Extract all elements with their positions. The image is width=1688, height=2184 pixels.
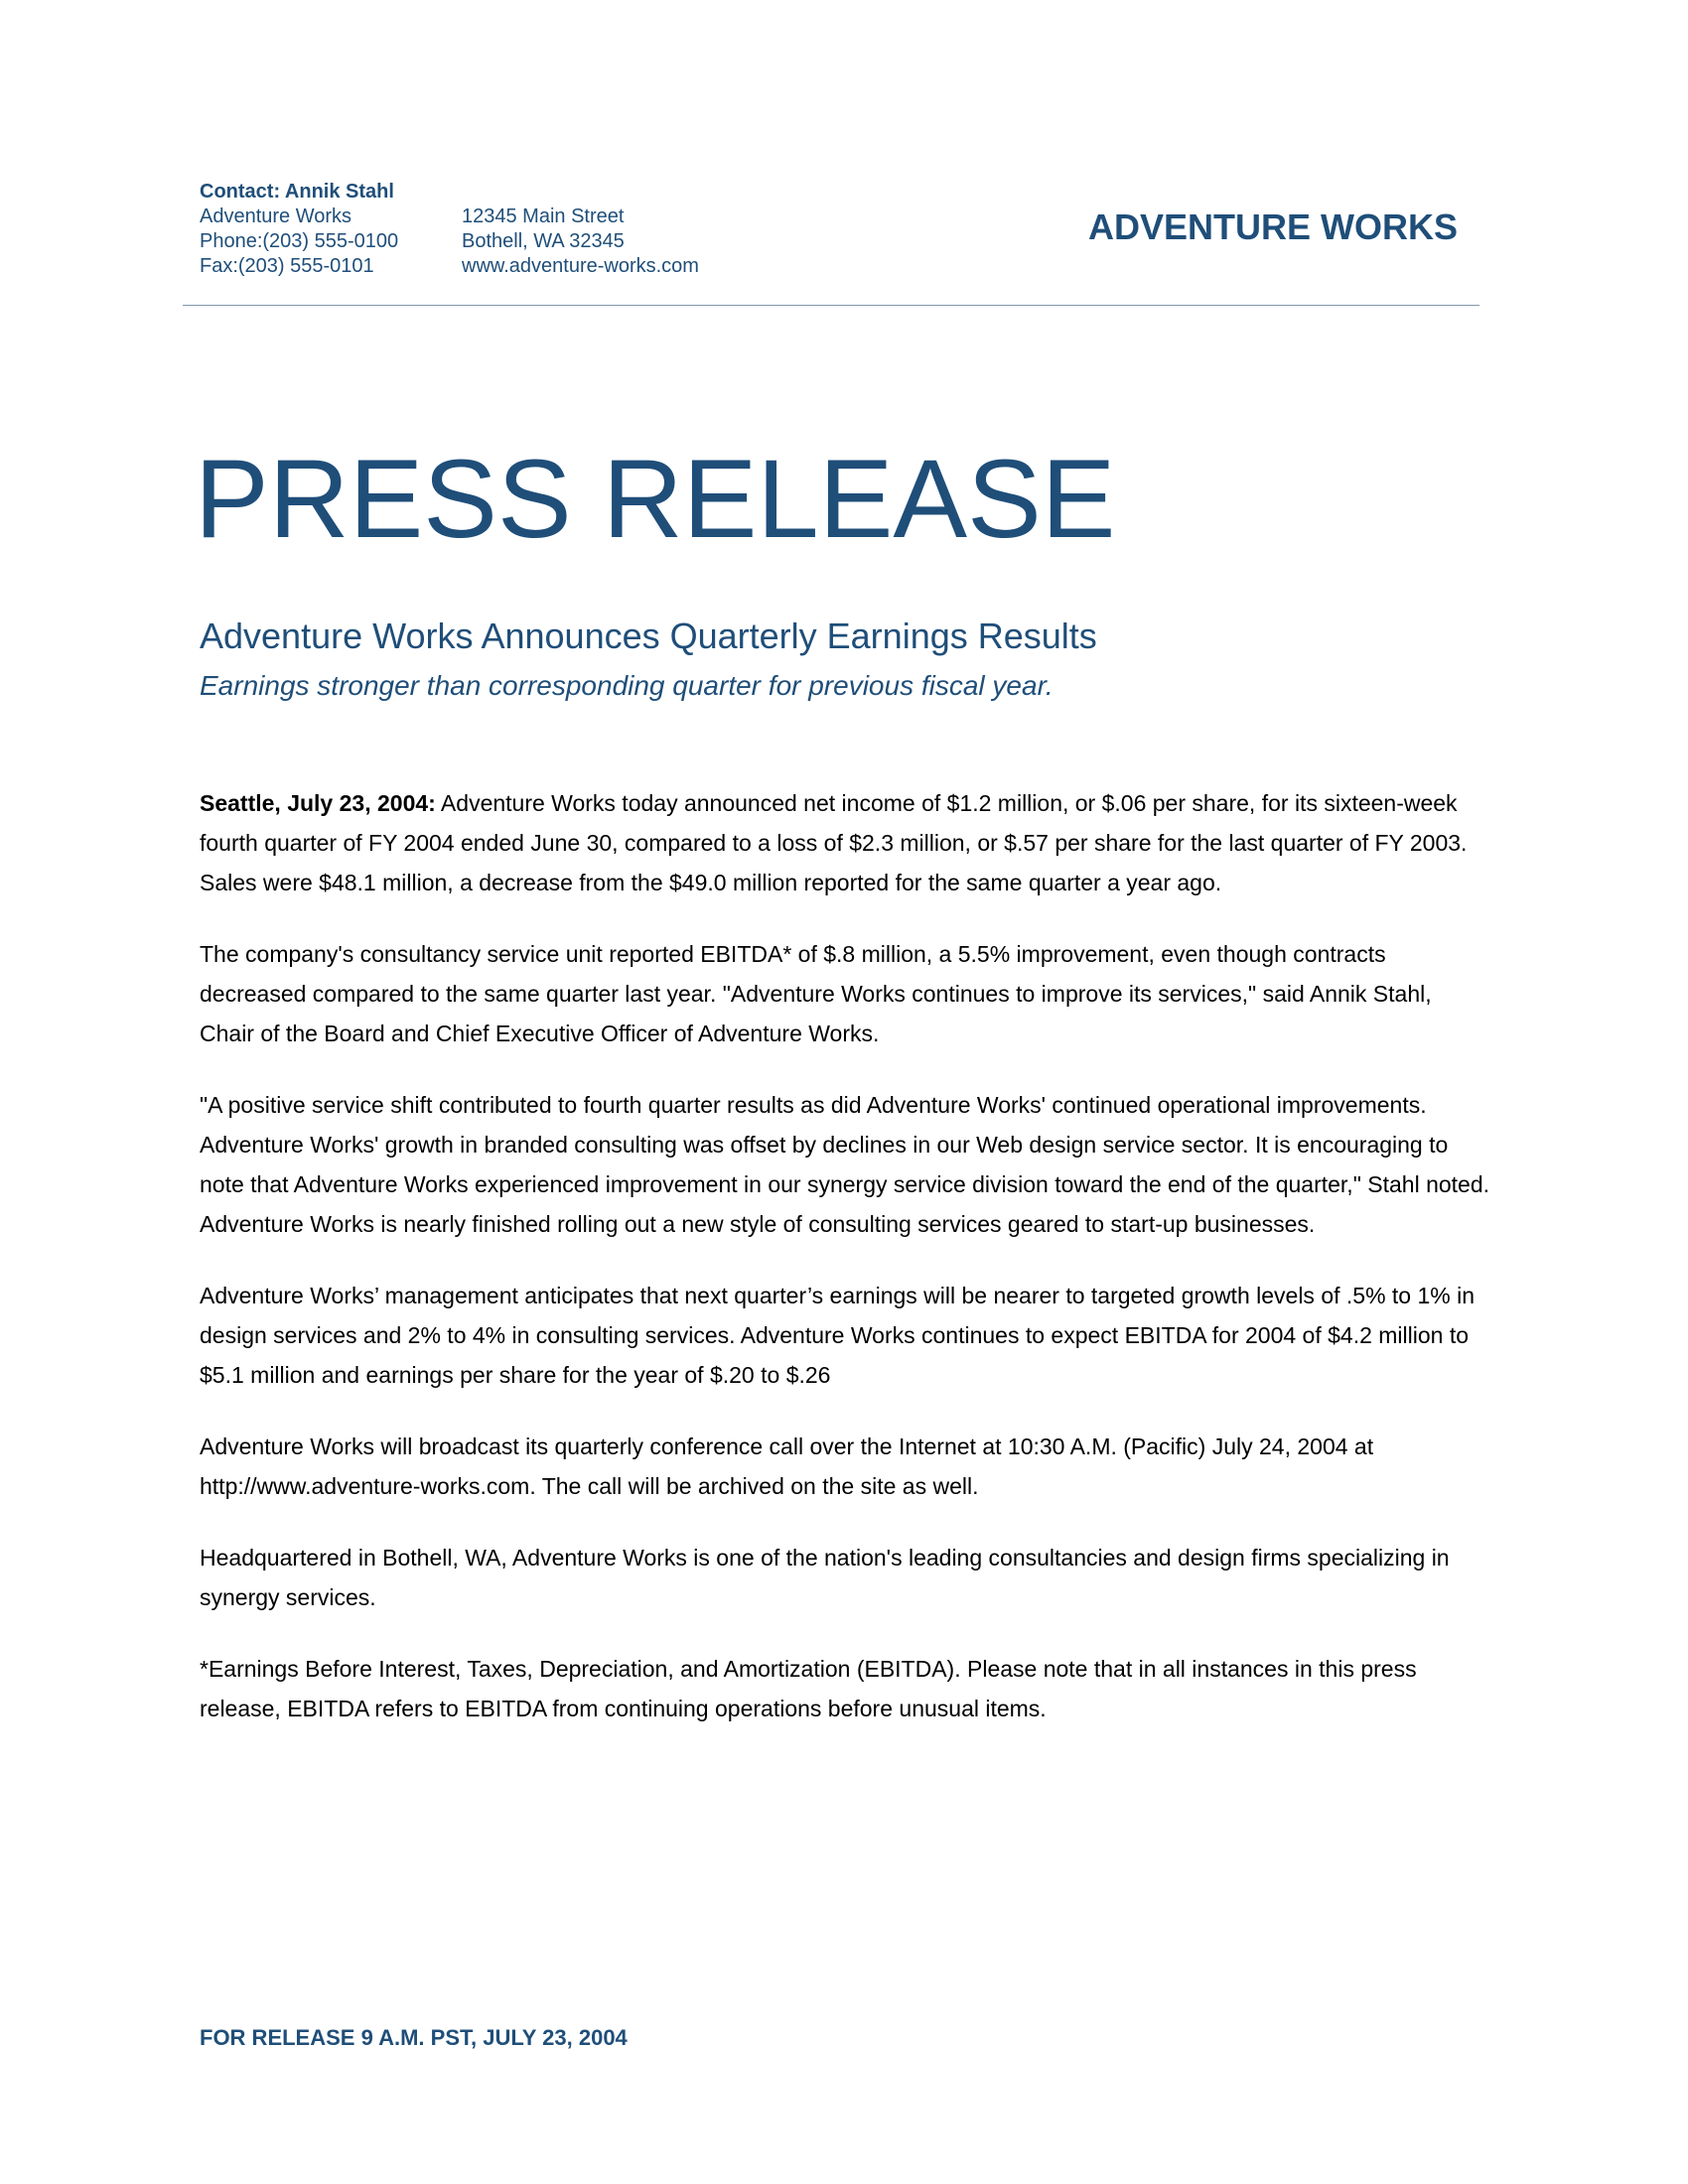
company-brand: ADVENTURE WORKS xyxy=(1087,206,1458,247)
paragraph-3: "A positive service shift contributed to fourth quarter results as did Adventure Works' continued operational improvements. Adventure Works' growth in branded consulting was offset by declines in our Web design service sector. It is encouraging to note that Adventure Works experienced improvement in our synergy service division toward the end of the quarter," Stahl noted. Adventure Works is nearly finished rolling out a new style of consulting services geared to start-up businesses. xyxy=(200,1092,1490,1237)
website-address: www.adventure-works.com xyxy=(462,255,699,277)
paragraph-5: Adventure Works will broadcast its quarterly conference call over the Internet at 10:30 A.M. (Pacific) July 24, 2004 at http://www.adventure-works.com. The call will be archived on the site as well. xyxy=(200,1433,1374,1499)
phone-number: Phone:(203) 555-0100 xyxy=(200,230,399,252)
subheadline: Earnings stronger than corresponding quarter for previous fiscal year. xyxy=(200,670,1054,701)
headline: Adventure Works Announces Quarterly Earnings Results xyxy=(200,615,1097,656)
company-name: Adventure Works xyxy=(200,205,352,227)
fax-number: Fax:(203) 555-0101 xyxy=(200,255,374,277)
header-divider xyxy=(183,305,1479,306)
contact-name: Contact: Annik Stahl xyxy=(200,181,394,203)
contact-company-column xyxy=(200,205,398,279)
paragraph-6: Headquartered in Bothell, WA, Adventure Works is one of the nation's leading consultancies and design firms specializing in synergy services. xyxy=(200,1545,1450,1610)
paragraph-1-text: Adventure Works today announced net income of $1.2 million, or $.06 per share, for its sixteen-week fourth quarter of FY 2004 ended June 30, compared to a loss of $2.3 million, or $.57 per share for the last quarter of FY 2003. Sales were $48.1 million, a decrease from the $49.0 million reported for the same quarter a year ago. xyxy=(200,790,1468,895)
release-line: FOR RELEASE 9 A.M. PST, JULY 23, 2004 xyxy=(200,2025,628,2050)
footnote-paragraph: *Earnings Before Interest, Taxes, Depreciation, and Amortization (EBITDA). Please note that in all instances in this press release, EBITDA refers to EBITDA from continuing operations before unusual items. xyxy=(200,1656,1417,1721)
contact-address-column xyxy=(462,205,699,279)
paragraph-2: The company's consultancy service unit reported EBITDA* of $.8 million, a 5.5% improvement, even though contracts decreased compared to the same quarter last year. "Adventure Works continues to improve its services," said Annik Stahl, Chair of the Board and Chief Executive Officer of Adventure Works. xyxy=(200,941,1432,1046)
body-text xyxy=(200,783,1490,1760)
paragraph-4: Adventure Works’ management anticipates that next quarter’s earnings will be nearer to targeted growth levels of .5% to 1% in design services and 2% to 4% in consulting services. Adventure Works continues to expect EBITDA for 2004 of $4.2 million to $5.1 million and earnings per share for the year of $.20 to $.26 xyxy=(200,1283,1476,1388)
dateline: Seattle, July 23, 2004: xyxy=(200,790,436,816)
paragraph-1 xyxy=(200,783,1490,902)
contact-block xyxy=(200,180,699,277)
document-title: PRESS RELEASE xyxy=(195,437,1116,561)
city-state-zip: Bothell, WA 32345 xyxy=(462,230,625,252)
street-address: 12345 Main Street xyxy=(462,205,625,227)
